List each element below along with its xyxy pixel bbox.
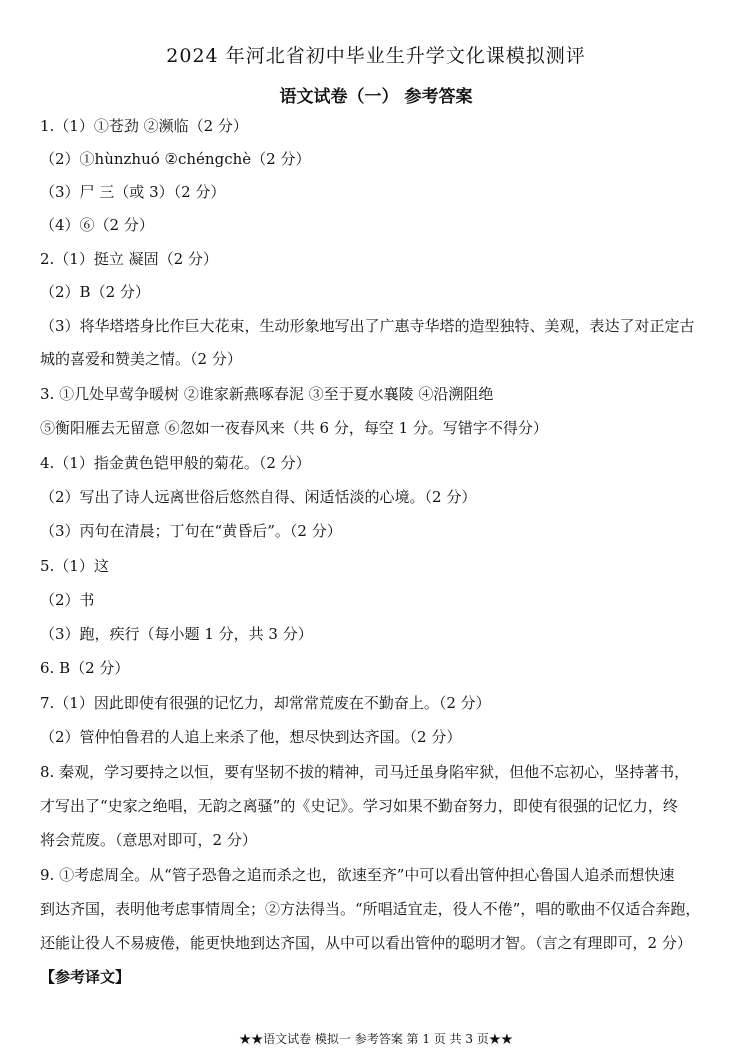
page-footer: ★★语文试卷 模拟一 参考答案 第 1 页 共 3 页★★: [239, 1032, 513, 1046]
answer-line: 城的喜爱和赞美之情。（2 分）: [40, 350, 242, 368]
document-subtitle: 语文试卷（一） 参考答案: [279, 87, 473, 107]
reference-translation-heading: 【参考译文】: [40, 968, 131, 986]
answer-line: （2）书: [40, 591, 95, 609]
answer-line: 9. ①考虑周全。从“管子恐鲁之追而杀之也，欲速至齐”中可以看出管仲担心鲁国人追杀而想快速: [40, 866, 675, 884]
document-title: 2024 年河北省初中毕业生升学文化课模拟测评: [166, 45, 586, 67]
answer-line: （2）①hùnzhuó ②chéngchè（2 分）: [40, 150, 311, 168]
answer-line: 3. ①几处早莺争暖树 ②谁家新燕啄春泥 ③至于夏水襄陵 ④沿溯阻绝: [40, 385, 494, 403]
answer-line: 还能让役人不易疲倦，能更快地到达齐国，从中可以看出管仲的聪明才智。（言之有理即可，2 分）: [40, 934, 692, 952]
answer-line: （2）写出了诗人远离世俗后悠然自得、闲适恬淡的心境。（2 分）: [40, 488, 477, 506]
answer-line: 5.（1）这: [40, 557, 109, 575]
answer-line: （2）B（2 分）: [40, 283, 150, 301]
answer-line: （3）跑，疾行（每小题 1 分，共 3 分）: [40, 625, 313, 643]
answer-line: ⑤衡阳雁去无留意 ⑥忽如一夜春风来（共 6 分，每空 1 分。写错字不得分）: [40, 419, 548, 437]
answer-line: 8. 秦观，学习要持之以恒，要有坚韧不拔的精神，司马迁虽身陷牢狱，但他不忘初心，坚持著书，: [40, 763, 690, 781]
answer-line: 才写出了“史家之绝唱，无韵之离骚”的《史记》。学习如果不勤奋努力，即使有很强的记忆力，终: [40, 797, 678, 815]
answer-line: 1.（1）①苍劲 ②濒临（2 分）: [40, 117, 248, 135]
answer-line: 2.（1）挺立 凝固（2 分）: [40, 250, 218, 268]
answer-line: （2）管仲怕鲁君的人追上来杀了他，想尽快到达齐国。（2 分）: [40, 728, 462, 746]
answer-line: （4）⑥（2 分）: [40, 216, 154, 234]
answer-line: 到达齐国，表明他考虑事情周全；②方法得当。“所唱适宜走，役人不倦”，唱的歌曲不仅适合奔跑，: [40, 900, 701, 918]
answer-line: 将会荒废。（意思对即可，2 分）: [40, 831, 257, 849]
answer-line: （3）将华塔塔身比作巨大花束，生动形象地写出了广惠寺华塔的造型独特、美观，表达了对正定古: [40, 317, 695, 335]
answer-line: 4.（1）指金黄色铠甲般的菊花。（2 分）: [40, 454, 311, 472]
answer-line: （3）丙句在清晨；丁句在“黄昏后”。（2 分）: [40, 522, 342, 540]
answer-line: （3）尸 三（或 3）（2 分）: [40, 183, 226, 201]
answer-line: 7.（1）因此即使有很强的记忆力，却常常荒废在不勤奋上。（2 分）: [40, 694, 491, 712]
answer-line: 6. B（2 分）: [40, 659, 130, 677]
